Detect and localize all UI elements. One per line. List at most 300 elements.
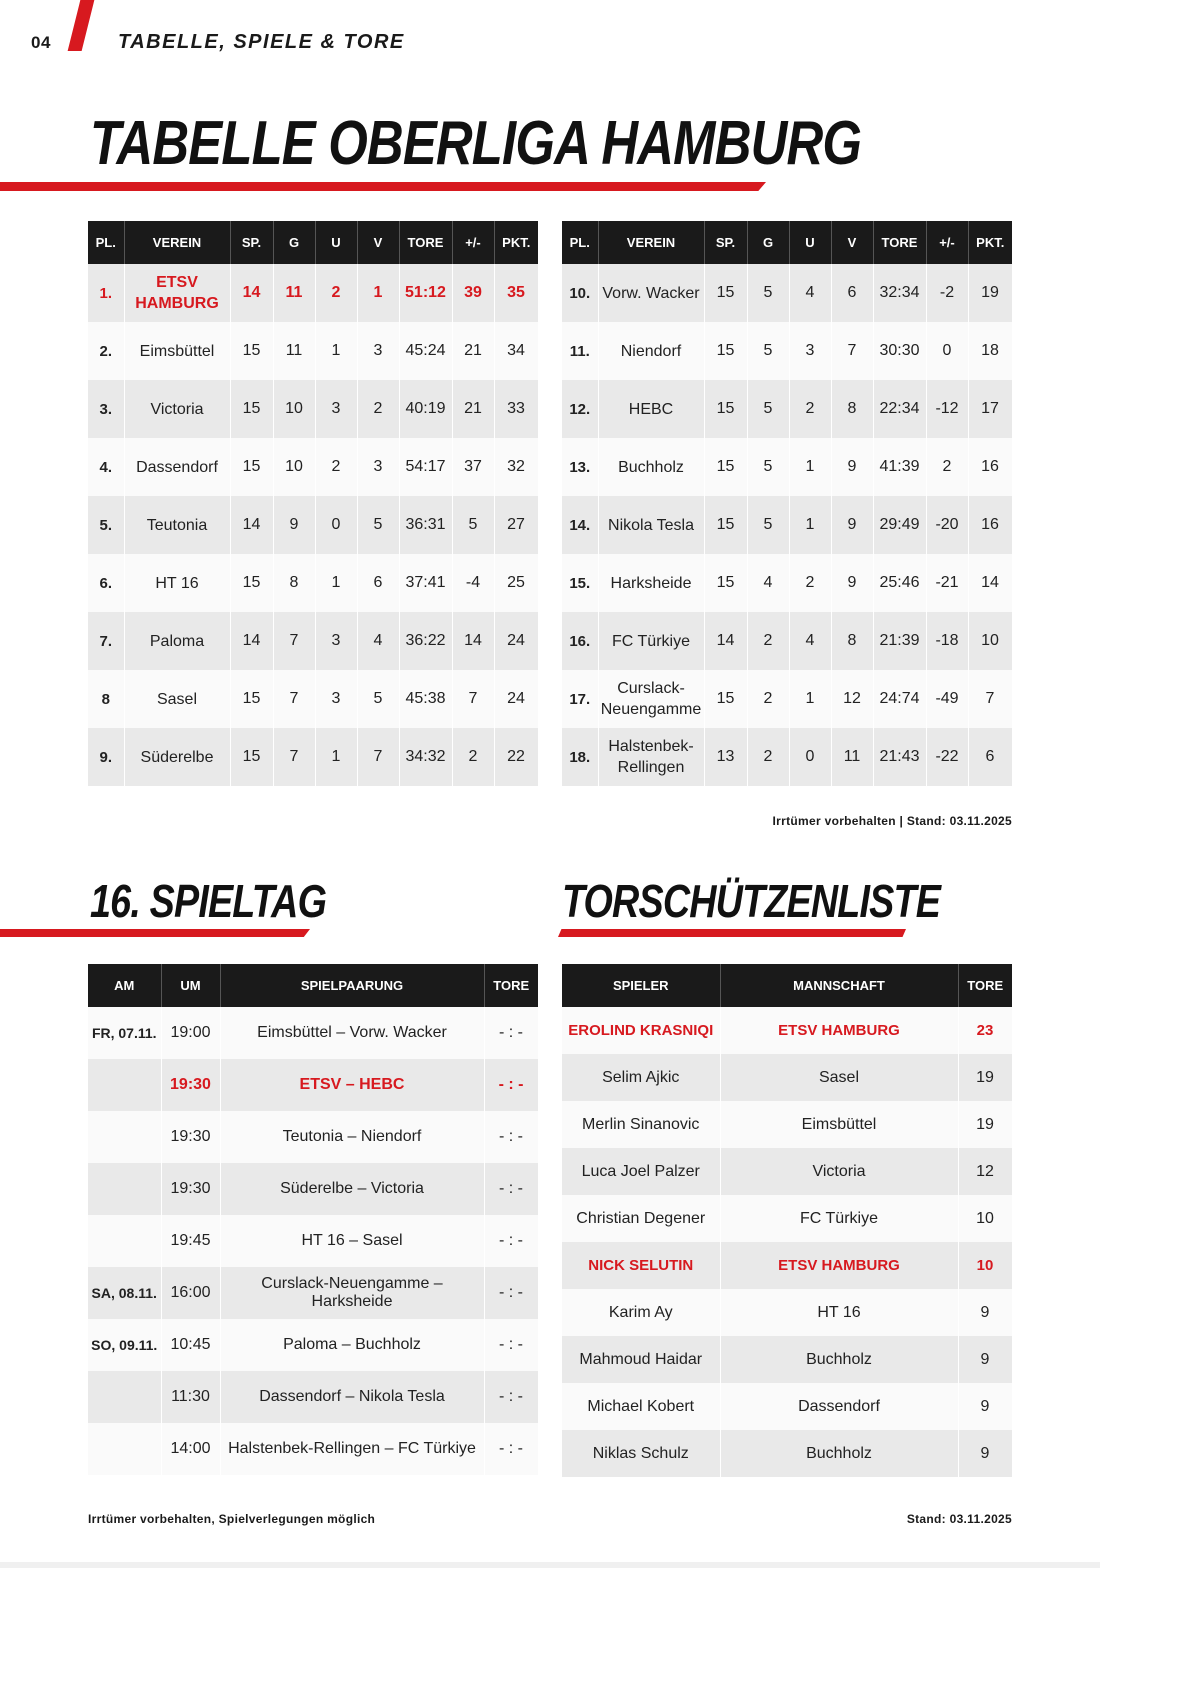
table-row bbox=[562, 380, 1012, 438]
col-header-diff: +/- bbox=[926, 221, 968, 264]
goals-cell: 29:49 bbox=[873, 496, 926, 554]
date-cell: SO, 09.11. bbox=[88, 1319, 161, 1371]
col-header-diff: +/- bbox=[452, 221, 494, 264]
table-row bbox=[88, 1059, 538, 1111]
losses-cell: 9 bbox=[831, 554, 873, 612]
club-cell: Victoria bbox=[124, 380, 230, 438]
team-cell: Victoria bbox=[720, 1148, 958, 1195]
standings-table-left bbox=[88, 221, 539, 786]
score-cell: - : - bbox=[484, 1423, 538, 1475]
goals-cell: 21:39 bbox=[873, 612, 926, 670]
rank-cell: 12. bbox=[562, 380, 598, 438]
table-row bbox=[562, 1148, 1012, 1195]
player-cell: Niklas Schulz bbox=[562, 1430, 720, 1477]
score-cell: - : - bbox=[484, 1319, 538, 1371]
player-cell: Mahmoud Haidar bbox=[562, 1336, 720, 1383]
wins-cell: 9 bbox=[273, 496, 315, 554]
table-row bbox=[562, 264, 1012, 322]
points-cell: 35 bbox=[494, 264, 538, 322]
played-cell: 15 bbox=[704, 322, 747, 380]
rank-cell: 5. bbox=[88, 496, 124, 554]
losses-cell: 3 bbox=[357, 322, 399, 380]
wins-cell: 5 bbox=[747, 264, 789, 322]
col-header-sp: SP. bbox=[704, 221, 747, 264]
table-row bbox=[88, 1215, 538, 1267]
time-cell: 16:00 bbox=[161, 1267, 220, 1319]
goals-cell: 34:32 bbox=[399, 728, 452, 786]
club-cell: FC Türkiye bbox=[598, 612, 704, 670]
goal-diff-cell: 2 bbox=[452, 728, 494, 786]
date-cell bbox=[88, 1371, 161, 1423]
losses-cell: 9 bbox=[831, 496, 873, 554]
goals-cell: 21:43 bbox=[873, 728, 926, 786]
table-row bbox=[562, 1101, 1012, 1148]
points-cell: 17 bbox=[968, 380, 1012, 438]
score-cell: - : - bbox=[484, 1007, 538, 1059]
col-header-tore: TORE bbox=[484, 964, 538, 1007]
played-cell: 14 bbox=[230, 496, 273, 554]
table-row bbox=[562, 438, 1012, 496]
goal-diff-cell: 21 bbox=[452, 322, 494, 380]
rank-cell: 10. bbox=[562, 264, 598, 322]
table-row bbox=[88, 496, 538, 554]
table-row bbox=[562, 1430, 1012, 1477]
rank-cell: 14. bbox=[562, 496, 598, 554]
player-cell: Michael Kobert bbox=[562, 1383, 720, 1430]
table-row bbox=[562, 612, 1012, 670]
standings-title: TABELLE OBERLIGA HAMBURG bbox=[90, 109, 862, 178]
team-cell: ETSV HAMBURG bbox=[720, 1242, 958, 1289]
goals-cell: 19 bbox=[958, 1101, 1012, 1148]
points-cell: 18 bbox=[968, 322, 1012, 380]
table-row bbox=[562, 1007, 1012, 1054]
club-cell: HEBC bbox=[598, 380, 704, 438]
wins-cell: 7 bbox=[273, 612, 315, 670]
played-cell: 15 bbox=[704, 438, 747, 496]
rank-cell: 17. bbox=[562, 670, 598, 728]
points-cell: 19 bbox=[968, 264, 1012, 322]
team-cell: Eimsbüttel bbox=[720, 1101, 958, 1148]
fixture-cell: Dassendorf – Nikola Tesla bbox=[220, 1371, 484, 1423]
wins-cell: 5 bbox=[747, 380, 789, 438]
club-cell: Teutonia bbox=[124, 496, 230, 554]
date-cell: FR, 07.11. bbox=[88, 1007, 161, 1059]
losses-cell: 6 bbox=[357, 554, 399, 612]
goals-cell: 36:22 bbox=[399, 612, 452, 670]
goals-cell: 25:46 bbox=[873, 554, 926, 612]
team-cell: Buchholz bbox=[720, 1336, 958, 1383]
matchday-note: Irrtümer vorbehalten, Spielverlegungen möglich bbox=[88, 1512, 376, 1526]
goal-diff-cell: -20 bbox=[926, 496, 968, 554]
played-cell: 14 bbox=[230, 264, 273, 322]
played-cell: 15 bbox=[704, 264, 747, 322]
played-cell: 15 bbox=[704, 380, 747, 438]
draws-cell: 3 bbox=[315, 670, 357, 728]
goals-cell: 41:39 bbox=[873, 438, 926, 496]
draws-cell: 4 bbox=[789, 612, 831, 670]
draws-cell: 1 bbox=[789, 670, 831, 728]
club-cell: Nikola Tesla bbox=[598, 496, 704, 554]
draws-cell: 3 bbox=[789, 322, 831, 380]
goal-diff-cell: -2 bbox=[926, 264, 968, 322]
points-cell: 25 bbox=[494, 554, 538, 612]
table-row bbox=[88, 554, 538, 612]
matchday-title: 16. SPIELTAG bbox=[90, 875, 327, 927]
wins-cell: 8 bbox=[273, 554, 315, 612]
wins-cell: 2 bbox=[747, 728, 789, 786]
points-cell: 32 bbox=[494, 438, 538, 496]
goal-diff-cell: 0 bbox=[926, 322, 968, 380]
time-cell: 14:00 bbox=[161, 1423, 220, 1475]
scorers-underline bbox=[558, 929, 906, 937]
wins-cell: 7 bbox=[273, 670, 315, 728]
team-cell: FC Türkiye bbox=[720, 1195, 958, 1242]
date-cell bbox=[88, 1059, 161, 1111]
losses-cell: 5 bbox=[357, 670, 399, 728]
section-title: TABELLE, SPIELE & TORE bbox=[118, 31, 405, 53]
scorers-note: Stand: 03.11.2025 bbox=[906, 1512, 1012, 1526]
player-cell: Karim Ay bbox=[562, 1289, 720, 1336]
matchday-underline bbox=[0, 929, 310, 937]
goal-diff-cell: -18 bbox=[926, 612, 968, 670]
time-cell: 19:30 bbox=[161, 1059, 220, 1111]
scorers-table bbox=[562, 964, 1013, 1477]
col-header-spieler: SPIELER bbox=[562, 964, 720, 1007]
goal-diff-cell: -4 bbox=[452, 554, 494, 612]
table-row bbox=[562, 1383, 1012, 1430]
losses-cell: 7 bbox=[357, 728, 399, 786]
played-cell: 15 bbox=[704, 670, 747, 728]
bottom-strip bbox=[0, 1562, 1100, 1568]
col-header-am: AM bbox=[88, 964, 161, 1007]
date-cell: SA, 08.11. bbox=[88, 1267, 161, 1319]
team-cell: HT 16 bbox=[720, 1289, 958, 1336]
losses-cell: 12 bbox=[831, 670, 873, 728]
wins-cell: 11 bbox=[273, 264, 315, 322]
goal-diff-cell: -21 bbox=[926, 554, 968, 612]
played-cell: 15 bbox=[230, 438, 273, 496]
date-cell bbox=[88, 1111, 161, 1163]
wins-cell: 11 bbox=[273, 322, 315, 380]
club-cell: Niendorf bbox=[598, 322, 704, 380]
score-cell: - : - bbox=[484, 1111, 538, 1163]
club-cell: Süderelbe bbox=[124, 728, 230, 786]
score-cell: - : - bbox=[484, 1059, 538, 1111]
goal-diff-cell: 5 bbox=[452, 496, 494, 554]
played-cell: 15 bbox=[230, 554, 273, 612]
losses-cell: 11 bbox=[831, 728, 873, 786]
goals-cell: 45:24 bbox=[399, 322, 452, 380]
wins-cell: 5 bbox=[747, 496, 789, 554]
table-row bbox=[562, 1195, 1012, 1242]
col-header-mannschaft: MANNSCHAFT bbox=[720, 964, 958, 1007]
rank-cell: 2. bbox=[88, 322, 124, 380]
draws-cell: 1 bbox=[315, 554, 357, 612]
goals-cell: 10 bbox=[958, 1195, 1012, 1242]
draws-cell: 0 bbox=[789, 728, 831, 786]
time-cell: 11:30 bbox=[161, 1371, 220, 1423]
rank-cell: 18. bbox=[562, 728, 598, 786]
col-header-tore: TORE bbox=[399, 221, 452, 264]
goal-diff-cell: -12 bbox=[926, 380, 968, 438]
points-cell: 22 bbox=[494, 728, 538, 786]
team-cell: ETSV HAMBURG bbox=[720, 1007, 958, 1054]
rank-cell: 3. bbox=[88, 380, 124, 438]
score-cell: - : - bbox=[484, 1215, 538, 1267]
goals-cell: 24:74 bbox=[873, 670, 926, 728]
table-row bbox=[88, 322, 538, 380]
player-cell: Luca Joel Palzer bbox=[562, 1148, 720, 1195]
col-header-spielpaarung: SPIELPAARUNG bbox=[220, 964, 484, 1007]
table-row bbox=[88, 1163, 538, 1215]
wins-cell: 10 bbox=[273, 438, 315, 496]
losses-cell: 6 bbox=[831, 264, 873, 322]
club-cell: Paloma bbox=[124, 612, 230, 670]
losses-cell: 9 bbox=[831, 438, 873, 496]
draws-cell: 2 bbox=[789, 554, 831, 612]
col-header-verein: VEREIN bbox=[598, 221, 704, 264]
club-cell: Sasel bbox=[124, 670, 230, 728]
goals-cell: 12 bbox=[958, 1148, 1012, 1195]
time-cell: 19:30 bbox=[161, 1163, 220, 1215]
rank-cell: 1. bbox=[88, 264, 124, 322]
club-cell: Halstenbek-Rellingen bbox=[598, 728, 704, 786]
col-header-sp: SP. bbox=[230, 221, 273, 264]
table-row bbox=[88, 670, 538, 728]
standings-note: Irrtümer vorbehalten | Stand: 03.11.2025 bbox=[772, 814, 1012, 828]
table-row bbox=[88, 1423, 538, 1475]
rank-cell: 7. bbox=[88, 612, 124, 670]
played-cell: 15 bbox=[230, 728, 273, 786]
scorers-title: TORSCHÜTZENLISTE bbox=[562, 875, 941, 927]
draws-cell: 1 bbox=[315, 322, 357, 380]
player-cell: NICK SELUTIN bbox=[562, 1242, 720, 1289]
col-header-u: U bbox=[315, 221, 357, 264]
club-cell: Curslack-Neuengamme bbox=[598, 670, 704, 728]
losses-cell: 8 bbox=[831, 380, 873, 438]
table-row bbox=[562, 496, 1012, 554]
played-cell: 13 bbox=[704, 728, 747, 786]
col-header-tore: TORE bbox=[873, 221, 926, 264]
draws-cell: 4 bbox=[789, 264, 831, 322]
goal-diff-cell: -22 bbox=[926, 728, 968, 786]
date-cell bbox=[88, 1163, 161, 1215]
goals-cell: 37:41 bbox=[399, 554, 452, 612]
table-row bbox=[88, 1371, 538, 1423]
goals-cell: 45:38 bbox=[399, 670, 452, 728]
played-cell: 15 bbox=[230, 380, 273, 438]
wins-cell: 7 bbox=[273, 728, 315, 786]
goal-diff-cell: 7 bbox=[452, 670, 494, 728]
col-header-pl: PL. bbox=[562, 221, 598, 264]
fixtures-table bbox=[88, 964, 539, 1475]
points-cell: 6 bbox=[968, 728, 1012, 786]
table-row bbox=[562, 1289, 1012, 1336]
table-row bbox=[562, 1336, 1012, 1383]
played-cell: 15 bbox=[704, 554, 747, 612]
table-row bbox=[562, 728, 1012, 786]
goals-cell: 22:34 bbox=[873, 380, 926, 438]
wins-cell: 2 bbox=[747, 612, 789, 670]
goals-cell: 54:17 bbox=[399, 438, 452, 496]
table-header-row bbox=[88, 964, 538, 1007]
points-cell: 34 bbox=[494, 322, 538, 380]
rank-cell: 15. bbox=[562, 554, 598, 612]
rank-cell: 4. bbox=[88, 438, 124, 496]
goals-cell: 36:31 bbox=[399, 496, 452, 554]
goal-diff-cell: -49 bbox=[926, 670, 968, 728]
table-row bbox=[562, 1242, 1012, 1289]
losses-cell: 1 bbox=[357, 264, 399, 322]
player-cell: Merlin Sinanovic bbox=[562, 1101, 720, 1148]
club-cell: ETSV HAMBURG bbox=[124, 264, 230, 322]
club-cell: Buchholz bbox=[598, 438, 704, 496]
col-header-u: U bbox=[789, 221, 831, 264]
losses-cell: 8 bbox=[831, 612, 873, 670]
goals-cell: 9 bbox=[958, 1430, 1012, 1477]
losses-cell: 4 bbox=[357, 612, 399, 670]
table-row bbox=[88, 728, 538, 786]
club-cell: Vorw. Wacker bbox=[598, 264, 704, 322]
goal-diff-cell: 39 bbox=[452, 264, 494, 322]
rank-cell: 13. bbox=[562, 438, 598, 496]
played-cell: 15 bbox=[230, 322, 273, 380]
fixture-cell: Halstenbek-Rellingen – FC Türkiye bbox=[220, 1423, 484, 1475]
time-cell: 10:45 bbox=[161, 1319, 220, 1371]
col-header-um: UM bbox=[161, 964, 220, 1007]
points-cell: 24 bbox=[494, 670, 538, 728]
goals-cell: 10 bbox=[958, 1242, 1012, 1289]
goals-cell: 30:30 bbox=[873, 322, 926, 380]
fixture-cell: Süderelbe – Victoria bbox=[220, 1163, 484, 1215]
goals-cell: 9 bbox=[958, 1383, 1012, 1430]
header-accent-slash bbox=[68, 0, 95, 51]
points-cell: 14 bbox=[968, 554, 1012, 612]
date-cell bbox=[88, 1215, 161, 1267]
score-cell: - : - bbox=[484, 1371, 538, 1423]
col-header-pkt: PKT. bbox=[968, 221, 1012, 264]
table-row bbox=[88, 438, 538, 496]
goals-cell: 9 bbox=[958, 1289, 1012, 1336]
draws-cell: 2 bbox=[315, 264, 357, 322]
team-cell: Dassendorf bbox=[720, 1383, 958, 1430]
table-row bbox=[88, 264, 538, 322]
col-header-g: G bbox=[747, 221, 789, 264]
points-cell: 7 bbox=[968, 670, 1012, 728]
standings-table-right bbox=[562, 221, 1013, 786]
col-header-verein: VEREIN bbox=[124, 221, 230, 264]
title-underline bbox=[0, 182, 766, 191]
goal-diff-cell: 14 bbox=[452, 612, 494, 670]
table-header-row bbox=[562, 221, 1012, 264]
table-row bbox=[88, 380, 538, 438]
played-cell: 14 bbox=[230, 612, 273, 670]
team-cell: Buchholz bbox=[720, 1430, 958, 1477]
col-header-g: G bbox=[273, 221, 315, 264]
fixture-cell: Teutonia – Niendorf bbox=[220, 1111, 484, 1163]
draws-cell: 3 bbox=[315, 380, 357, 438]
table-row bbox=[562, 670, 1012, 728]
goals-cell: 32:34 bbox=[873, 264, 926, 322]
col-header-v: V bbox=[357, 221, 399, 264]
wins-cell: 10 bbox=[273, 380, 315, 438]
wins-cell: 5 bbox=[747, 322, 789, 380]
draws-cell: 1 bbox=[789, 496, 831, 554]
rank-cell: 8 bbox=[88, 670, 124, 728]
wins-cell: 5 bbox=[747, 438, 789, 496]
table-row bbox=[88, 1007, 538, 1059]
goals-cell: 23 bbox=[958, 1007, 1012, 1054]
player-cell: EROLIND KRASNIQI bbox=[562, 1007, 720, 1054]
time-cell: 19:00 bbox=[161, 1007, 220, 1059]
fixture-cell: Paloma – Buchholz bbox=[220, 1319, 484, 1371]
team-cell: Sasel bbox=[720, 1054, 958, 1101]
fixture-cell: Curslack-Neuengamme – Harksheide bbox=[220, 1267, 484, 1319]
played-cell: 15 bbox=[704, 496, 747, 554]
table-row bbox=[88, 1319, 538, 1371]
club-cell: Dassendorf bbox=[124, 438, 230, 496]
table-row bbox=[562, 554, 1012, 612]
score-cell: - : - bbox=[484, 1163, 538, 1215]
draws-cell: 1 bbox=[789, 438, 831, 496]
col-header-pkt: PKT. bbox=[494, 221, 538, 264]
points-cell: 27 bbox=[494, 496, 538, 554]
fixture-cell: HT 16 – Sasel bbox=[220, 1215, 484, 1267]
table-row bbox=[562, 322, 1012, 380]
table-row bbox=[88, 1267, 538, 1319]
goals-cell: 9 bbox=[958, 1336, 1012, 1383]
page-number: 04 bbox=[31, 33, 51, 52]
draws-cell: 2 bbox=[789, 380, 831, 438]
goal-diff-cell: 2 bbox=[926, 438, 968, 496]
rank-cell: 11. bbox=[562, 322, 598, 380]
draws-cell: 1 bbox=[315, 728, 357, 786]
losses-cell: 2 bbox=[357, 380, 399, 438]
points-cell: 24 bbox=[494, 612, 538, 670]
wins-cell: 4 bbox=[747, 554, 789, 612]
draws-cell: 3 bbox=[315, 612, 357, 670]
date-cell bbox=[88, 1423, 161, 1475]
score-cell: - : - bbox=[484, 1267, 538, 1319]
wins-cell: 2 bbox=[747, 670, 789, 728]
goals-cell: 51:12 bbox=[399, 264, 452, 322]
fixture-cell: ETSV – HEBC bbox=[220, 1059, 484, 1111]
points-cell: 16 bbox=[968, 438, 1012, 496]
played-cell: 15 bbox=[230, 670, 273, 728]
player-cell: Selim Ajkic bbox=[562, 1054, 720, 1101]
table-row bbox=[88, 1111, 538, 1163]
goal-diff-cell: 21 bbox=[452, 380, 494, 438]
points-cell: 16 bbox=[968, 496, 1012, 554]
points-cell: 33 bbox=[494, 380, 538, 438]
time-cell: 19:30 bbox=[161, 1111, 220, 1163]
rank-cell: 6. bbox=[88, 554, 124, 612]
rank-cell: 16. bbox=[562, 612, 598, 670]
table-header-row bbox=[562, 964, 1012, 1007]
fixture-cell: Eimsbüttel – Vorw. Wacker bbox=[220, 1007, 484, 1059]
losses-cell: 7 bbox=[831, 322, 873, 380]
time-cell: 19:45 bbox=[161, 1215, 220, 1267]
losses-cell: 3 bbox=[357, 438, 399, 496]
table-header-row bbox=[88, 221, 538, 264]
points-cell: 10 bbox=[968, 612, 1012, 670]
played-cell: 14 bbox=[704, 612, 747, 670]
goal-diff-cell: 37 bbox=[452, 438, 494, 496]
club-cell: Eimsbüttel bbox=[124, 322, 230, 380]
losses-cell: 5 bbox=[357, 496, 399, 554]
table-row bbox=[562, 1054, 1012, 1101]
col-header-pl: PL. bbox=[88, 221, 124, 264]
